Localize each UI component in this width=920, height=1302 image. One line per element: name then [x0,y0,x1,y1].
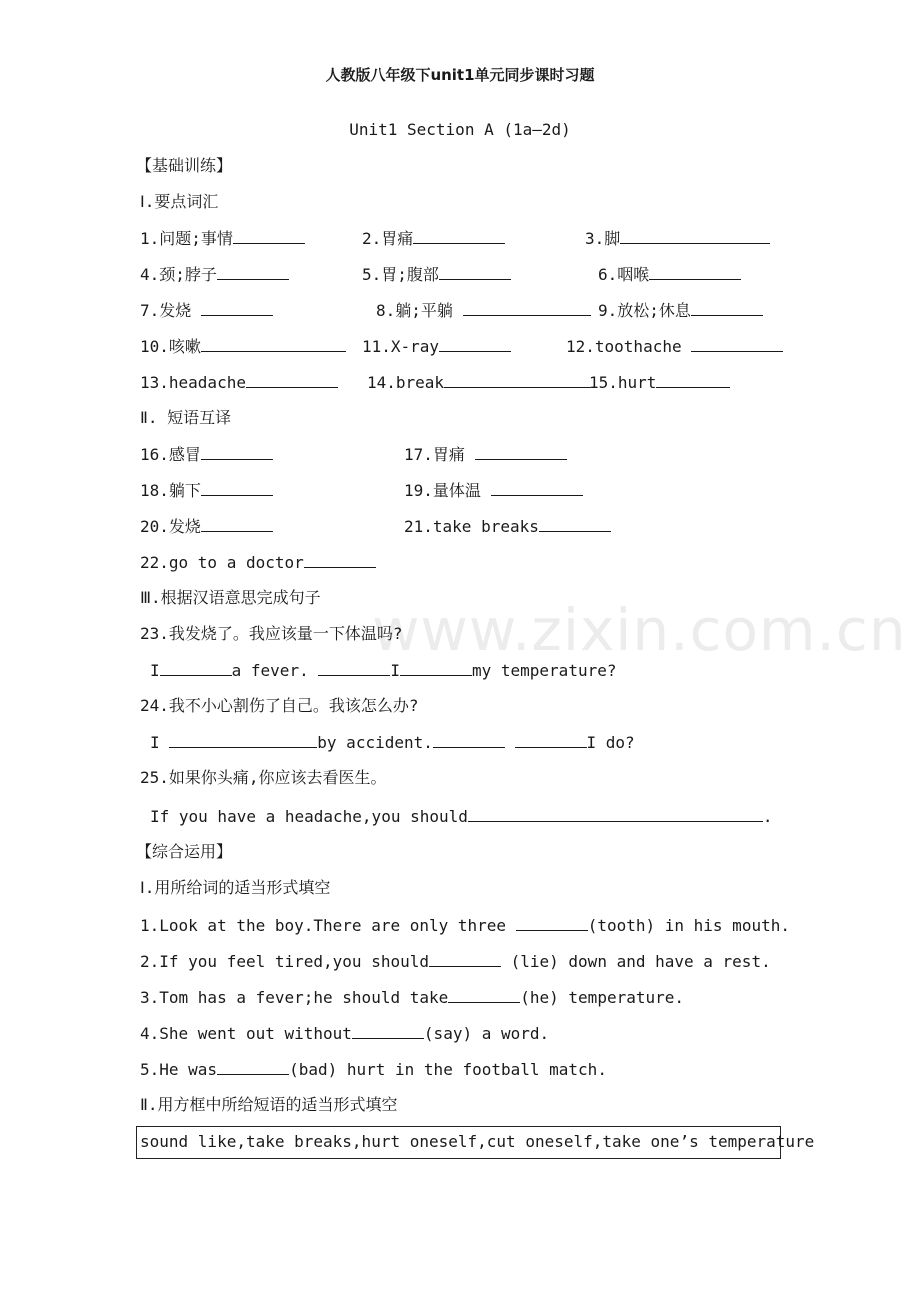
question-25-en: If you have a headache,you should . [150,807,773,826]
phrase-fill-heading: Ⅱ.用方框中所给短语的适当形式填空 [140,1095,398,1114]
answer-blank[interactable] [304,551,376,568]
basic-training-heading: 【基础训练】 [136,156,233,175]
phrase-item: 21.take breaks [404,515,611,538]
word-form-heading: Ⅰ.用所给词的适当形式填空 [140,878,331,897]
question-23-cn: 23.我发烧了。我应该量一下体温吗? [140,624,403,643]
answer-blank[interactable] [444,371,591,388]
answer-blank[interactable] [233,227,305,244]
vocab-item: 10.咳嗽 [140,335,346,358]
word-form-item: 3.Tom has a fever;he should take (he) temperature. [140,988,685,1007]
answer-blank[interactable] [463,299,591,316]
answer-blank[interactable] [201,299,273,316]
answer-blank[interactable] [246,371,338,388]
answer-blank[interactable] [433,731,505,748]
section-subtitle: Unit1 Section A (1a—2d) [349,120,571,139]
phrase-item: 18.躺下 [140,479,273,502]
vocab-item: 3.脚 [585,227,770,250]
answer-blank[interactable] [413,227,505,244]
vocab-heading: Ⅰ.要点词汇 [140,192,219,211]
phrase-box [136,1126,815,1159]
vocab-item: 8.躺;平躺 [376,299,591,322]
answer-blank[interactable] [516,914,588,931]
answer-blank[interactable] [439,335,511,352]
answer-blank[interactable] [429,950,501,967]
vocab-item: 1.问题;事情 [140,227,305,250]
watermark-text: www.zixin.com.cn [372,596,907,664]
vocab-item: 11.X-ray [362,335,511,358]
answer-blank[interactable] [491,479,583,496]
phrase-item: 20.发烧 [140,515,273,538]
phrase-heading: Ⅱ. 短语互译 [140,408,232,427]
word-form-item: 5.He was (bad) hurt in the football match. [140,1060,607,1079]
phrase-list: sound like,take breaks,hurt oneself,cut oneself,take one’s temperature [140,1132,815,1151]
answer-blank[interactable] [217,263,289,280]
vocab-item: 9.放松;休息 [598,299,763,322]
answer-blank[interactable] [656,371,730,388]
word-form-item: 2.If you feel tired,you should (lie) down and have a rest. [140,952,771,971]
vocab-item: 5.胃;腹部 [362,263,511,286]
answer-blank[interactable] [201,335,346,352]
question-23-en: I a fever. I my temperature? [150,661,617,680]
answer-blank[interactable] [448,986,520,1003]
word-form-item: 1.Look at the boy.There are only three (tooth) in his mouth. [140,916,790,935]
answer-blank[interactable] [691,335,783,352]
vocab-item: 7.发烧 [140,299,273,322]
answer-blank[interactable] [217,1058,289,1075]
answer-blank[interactable] [160,659,232,676]
answer-blank[interactable] [201,443,273,460]
comprehensive-heading: 【综合运用】 [136,842,233,861]
answer-blank[interactable] [352,1022,424,1039]
answer-blank[interactable] [475,443,567,460]
phrase-item: 17.胃痛 [404,443,567,466]
answer-blank[interactable] [649,263,741,280]
answer-blank[interactable] [201,479,273,496]
phrase-item: 22.go to a doctor [140,551,376,574]
vocab-item: 13.headache [140,371,338,394]
answer-blank[interactable] [169,731,317,748]
sentence-heading: Ⅲ.根据汉语意思完成句子 [140,588,321,607]
answer-blank[interactable] [539,515,611,532]
question-24-en: I by accident. I do? [150,733,635,752]
vocab-item: 4.颈;脖子 [140,263,289,286]
document-title: 人教版八年级下unit1单元同步课时习题 [325,66,595,84]
phrase-item: 16.感冒 [140,443,273,466]
answer-blank[interactable] [620,227,770,244]
answer-blank[interactable] [201,515,273,532]
question-24-cn: 24.我不小心割伤了自己。我该怎么办? [140,696,419,715]
answer-blank[interactable] [515,731,587,748]
answer-blank[interactable] [439,263,511,280]
vocab-item: 12.toothache [566,335,783,358]
phrase-item: 19.量体温 [404,479,583,502]
answer-blank[interactable] [318,659,390,676]
vocab-item: 6.咽喉 [598,263,741,286]
vocab-item: 2.胃痛 [362,227,505,250]
answer-blank[interactable] [691,299,763,316]
question-25-cn: 25.如果你头痛,你应该去看医生。 [140,768,387,787]
vocab-item: 14.break [367,371,591,394]
answer-blank[interactable] [468,805,763,822]
word-form-item: 4.She went out without (say) a word. [140,1024,550,1043]
answer-blank[interactable] [400,659,472,676]
vocab-item: 15.hurt [589,371,730,394]
